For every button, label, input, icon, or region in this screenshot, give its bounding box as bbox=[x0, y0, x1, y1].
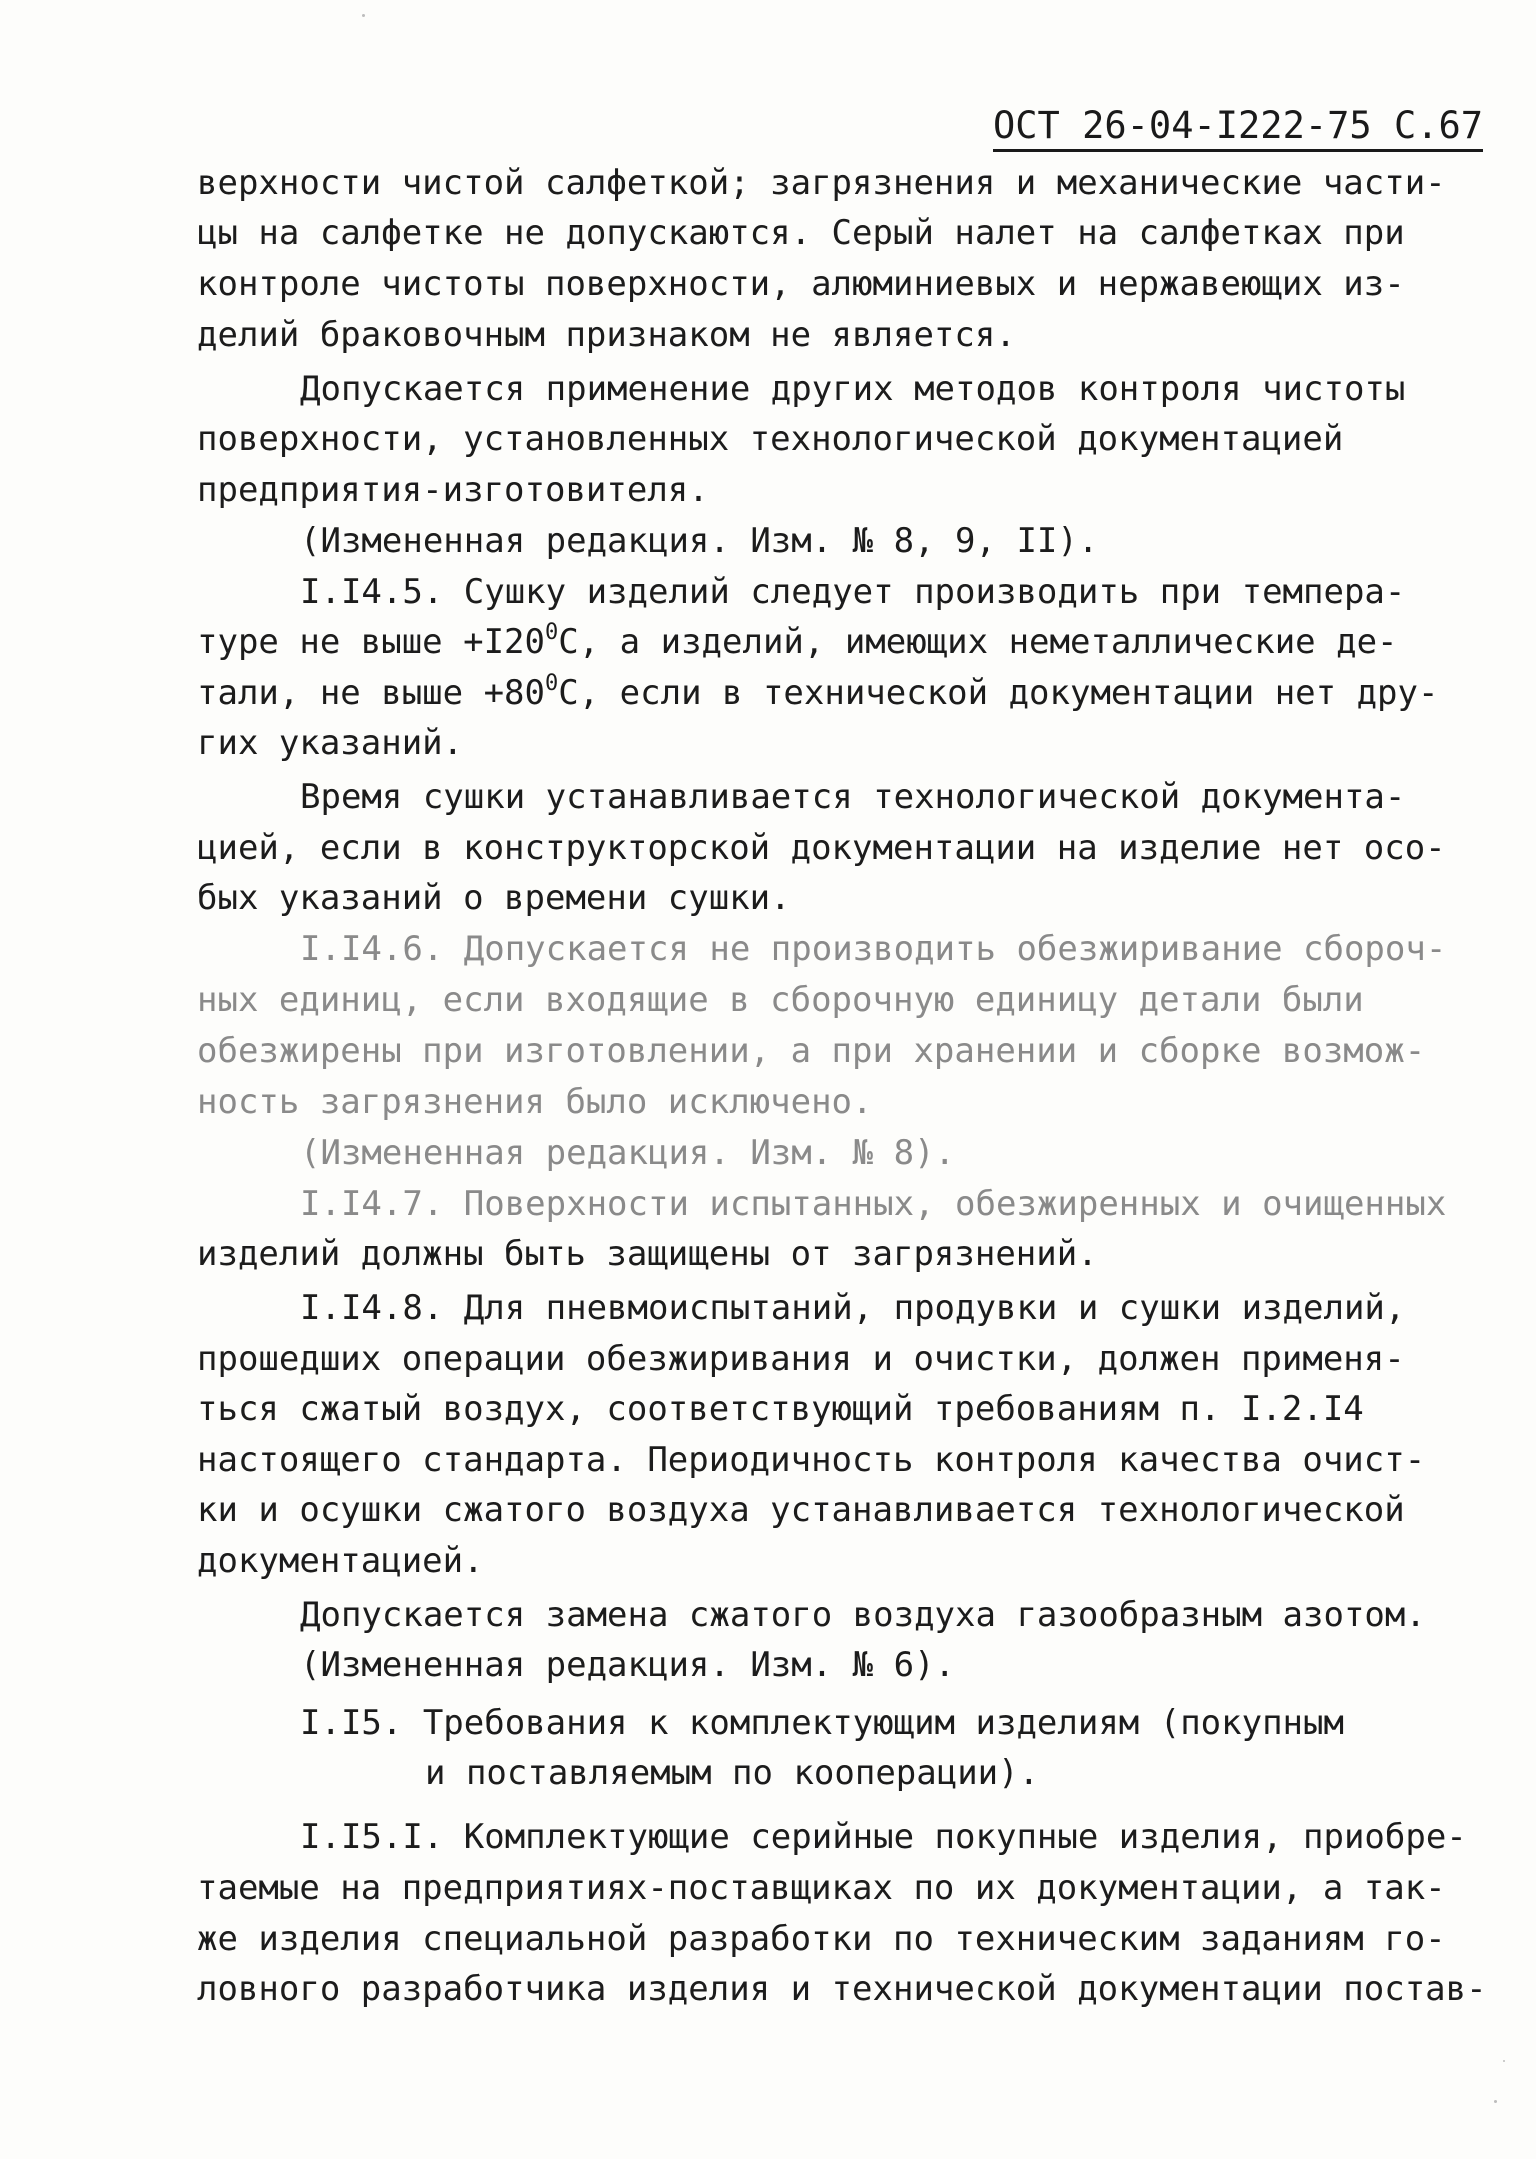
text-line: ться сжатый воздух, соответствующий требованиям п. І.2.І4 bbox=[197, 1389, 1364, 1429]
scan-speck bbox=[1494, 2100, 1497, 2103]
text-line: гих указаний. bbox=[197, 723, 464, 763]
degree-superscript: 0 bbox=[545, 671, 559, 696]
text-segment: тали, не выше +80 bbox=[197, 673, 545, 713]
text-line: ловного разработчика изделия и технической документации постав- bbox=[197, 1969, 1487, 2009]
text-line-with-superscript bbox=[197, 671, 1439, 713]
text-line: Время сушки устанавливается технологической документа- bbox=[300, 777, 1406, 817]
page-header: ОСТ 26-04-І222-75 С.67 bbox=[993, 106, 1483, 152]
text-line: І.І5.І. Комплектующие серийные покупные изделия, приобре- bbox=[300, 1817, 1467, 1857]
scan-speck bbox=[362, 14, 365, 17]
text-line: цией, если в конструкторской документации на изделие нет осо- bbox=[197, 828, 1446, 868]
text-line: Допускается применение других методов контроля чистоты bbox=[300, 369, 1406, 409]
text-segment: С, если в технической документации нет дру- bbox=[558, 673, 1439, 713]
text-line: контроле чистоты поверхности, алюминиевых и нержавеющих из- bbox=[197, 264, 1405, 304]
text-line: цы на салфетке не допускаются. Серый налет на салфетках при bbox=[197, 213, 1405, 253]
text-line: І.І4.8. Для пневмоиспытаний, продувки и сушки изделий, bbox=[300, 1288, 1406, 1328]
text-line-with-superscript bbox=[197, 620, 1398, 662]
scan-speck bbox=[1503, 2060, 1505, 2062]
text-line: ных единиц, если входящие в сборочную единицу детали были bbox=[197, 980, 1364, 1020]
text-line: изделий должны быть защищены от загрязнений. bbox=[197, 1234, 1098, 1274]
section-heading: І.І5. Требования к комплектующим изделиям (покупным bbox=[300, 1703, 1344, 1743]
text-line: предприятия-изготовителя. bbox=[197, 470, 709, 510]
text-line: же изделия специальной разработки по техническим заданиям го- bbox=[197, 1919, 1446, 1959]
text-line: настоящего стандарта. Периодичность контроля качества очист- bbox=[197, 1440, 1426, 1480]
text-line: делий браковочным признаком не является. bbox=[197, 315, 1016, 355]
text-line: таемые на предприятиях-поставщиках по их документации, а так- bbox=[197, 1868, 1446, 1908]
text-line: (Измененная редакция. Изм. № 8). bbox=[300, 1133, 956, 1173]
degree-superscript: 0 bbox=[545, 620, 559, 645]
text-line: ность загрязнения было исключено. bbox=[197, 1082, 873, 1122]
text-line: бых указаний о времени сушки. bbox=[197, 878, 791, 918]
text-line: І.І4.7. Поверхности испытанных, обезжиренных и очищенных bbox=[300, 1184, 1447, 1224]
text-line: (Измененная редакция. Изм. № 8, 9, ІІ). bbox=[300, 521, 1099, 561]
text-line: верхности чистой салфеткой; загрязнения и механические части- bbox=[197, 163, 1446, 203]
text-line: І.І4.5. Сушку изделий следует производить при темпера- bbox=[300, 572, 1406, 612]
text-line: (Измененная редакция. Изм. № 6). bbox=[300, 1645, 956, 1685]
text-line: ки и осушки сжатого воздуха устанавливается технологической bbox=[197, 1490, 1405, 1530]
text-line: Допускается замена сжатого воздуха газообразным азотом. bbox=[300, 1595, 1426, 1635]
text-segment: туре не выше +І20 bbox=[197, 622, 545, 662]
text-line: поверхности, установленных технологической документацией bbox=[197, 419, 1344, 459]
text-line: документацией. bbox=[197, 1541, 484, 1581]
text-segment: С, а изделий, имеющих неметаллические де- bbox=[558, 622, 1398, 662]
text-line: прошедших операции обезжиривания и очистки, должен применя- bbox=[197, 1339, 1405, 1379]
section-heading: и поставляемым по кооперации). bbox=[425, 1753, 1040, 1793]
text-line: обезжирены при изготовлении, а при хранении и сборке возмож- bbox=[197, 1031, 1426, 1071]
text-line: І.І4.6. Допускается не производить обезжиривание сбороч- bbox=[300, 929, 1447, 969]
